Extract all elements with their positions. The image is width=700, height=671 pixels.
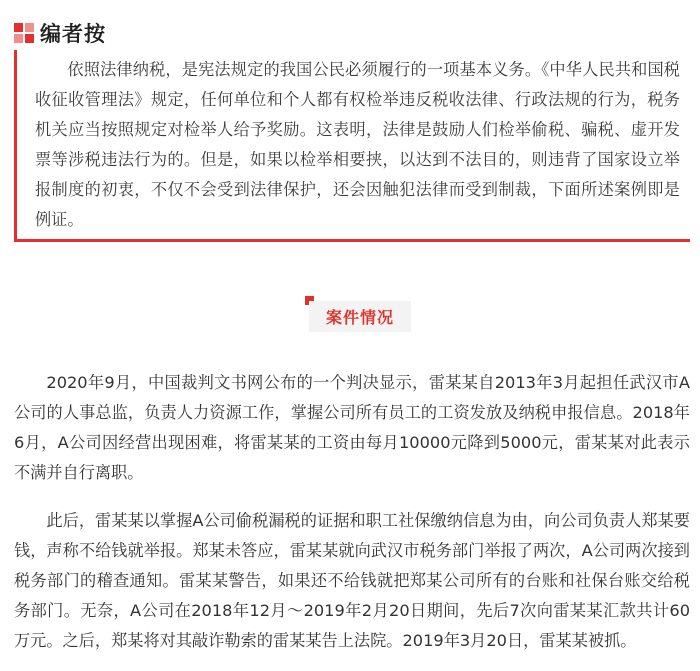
editor-note-box — [14, 50, 690, 242]
editor-note-header — [14, 18, 106, 48]
case-paragraph-2: 此后，雷某某以掌握A公司偷税漏税的证据和职工社保缴纳信息为由，向公司负责人郑某要钱，声称不给钱就举报。郑某未答应，雷某某就向武汉市税务部门举报了两次，A公司两次接到税务部门的稽查通知。雷某某警告，如果还不给钱就把郑某公司所有的台账和社保台账交给税务部门。无奈，A公司在2018年12月～2019年2月20日期间，先后7次向雷某某汇款共计60万元。之后，郑某将对其敲诈勒索的雷某某告上法院。2019年3月20日，雷某某被抓。 — [14, 511, 690, 650]
case-paragraph-1: 2020年9月，中国裁判文书网公布的一个判决显示，雷某某自2013年3月起担任武汉市A公司的人事总监，负责人力资源工作，掌握公司所有员工的工资发放及纳税申报信息。2018年6月，A公司因经营出现困难，将雷某某的工资由每月10000元降到5000元，雷某某对此表示不满并自行离职。 — [14, 373, 690, 482]
grid-squares-icon — [14, 23, 34, 43]
editor-note-text: 依照法律纳税，是宪法规定的我国公民必须履行的一项基本义务。《中华人民共和国税收征收管理法》规定，任何单位和个人都有权检举违反税收法律、行政法规的行为，税务机关应当按照规定对检举人给予奖励。这表明，法律是鼓励人们检举偷税、骗税、虚开发票等涉税违法行为的。但是，如果以检举相要挟，以达到不法目的，则违背了国家设立举报制度的初衷，不仅不会受到法律保护，还会因触犯法律而受到制裁，下面所述案例即是例证。 — [35, 60, 680, 229]
section-badge — [305, 296, 411, 332]
editor-note-title: 编者按 — [40, 22, 106, 46]
section-title: 案件情况 — [325, 308, 394, 327]
section-badge-body — [309, 301, 411, 332]
